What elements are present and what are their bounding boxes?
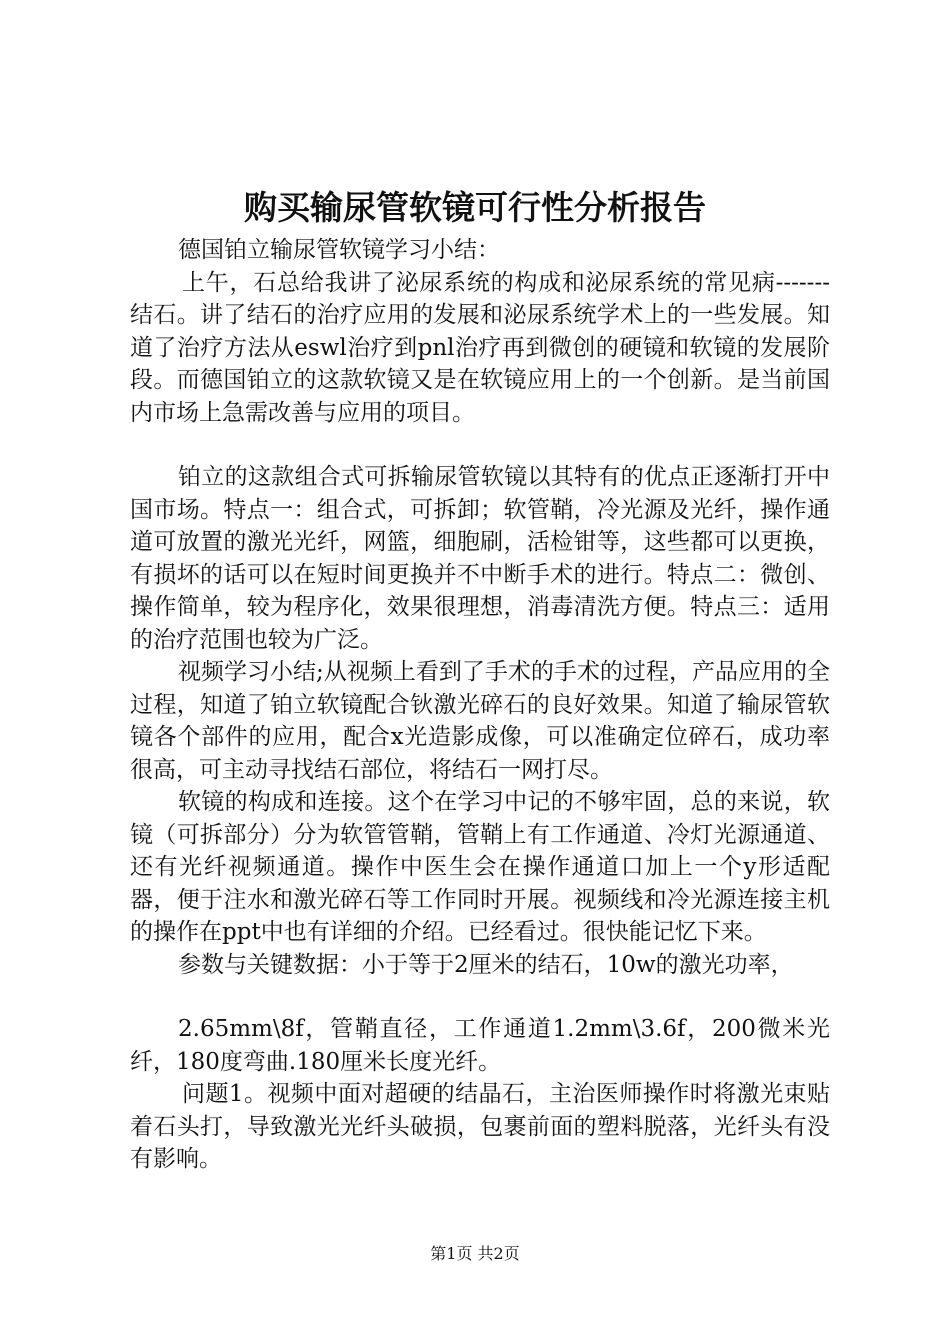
paragraph: 视频学习小结;从视频上看到了手术的手术的过程，产品应用的全过程，知道了铂立软镜配合钬激光碎石的良好效果。知道了输尿管软镜各个部件的应用，配合x光造影成像，可以准确定位碎石，成功率很高，可主动寻找结石部位，将结石一网打尽。 — [130, 659, 830, 783]
paragraph-heading: 德国铂立输尿管软镜学习小结： — [178, 237, 500, 263]
paragraph: 软镜的构成和连接。这个在学习中记的不够牢固，总的来说，软镜（可拆部分）分为软管管鞘，管鞘上有工作通道、冷灯光源通道、还有光纤视频通道。操作中医生会在操作通道口加上一个y形适配器，便于注水和激光碎石等工作同时开展。视频线和冷光源连接主机的操作在ppt中也有详细的介绍。已经看过。很快能记忆下来。 — [130, 789, 830, 945]
paragraph: 铂立的这款组合式可拆输尿管软镜以其特有的优点正逐渐打开中国市场。特点一：组合式，可拆卸；软管鞘，冷光源及光纤，操作通道可放置的激光光纤，网篮，细胞刷，活检钳等，这些都可以更换，有损坏的话可以在短时间更换并不中断手术的进行。特点二：微创、操作简单，较为程序化，效果很理想，消毒清洗方便。特点三：适用的治疗范围也较为广泛。 — [130, 464, 830, 653]
page-number-footer: 第1页 共2页 — [430, 1244, 520, 1263]
paragraph-spacer — [130, 429, 830, 461]
paragraph-spacer — [130, 981, 830, 1013]
paragraph: 上午，石总给我讲了泌尿系统的构成和泌尿系统的常见病-------结石。讲了结石的治疗应用的发展和泌尿系统学术上的一些发展。知道了治疗方法从eswl治疗到pnl治疗再到微创的硬镜和软镜的发展阶段。而德国铂立的这款软镜又是在软镜应用上的一个创新。是当前国内市场上急需改善与应用的项目。 — [130, 269, 830, 426]
paragraph: 2.65mm\8f，管鞘直径，工作通道1.2mm\3.6f，200微米光纤，180度弯曲.180厘米长度光纤。 — [130, 1016, 830, 1075]
document-title: 购买输尿管软镜可行性分析报告 — [244, 188, 706, 227]
paragraph: 问题1。视频中面对超硬的结晶石，主治医师操作时将激光束贴着石头打，导致激光光纤头破损，包裹前面的塑料脱落，光纤头有没有影响。 — [130, 1081, 830, 1172]
document-body — [130, 234, 830, 1176]
paragraph: 参数与关键数据：小于等于2厘米的结石，10w的激光功率， — [178, 951, 794, 978]
